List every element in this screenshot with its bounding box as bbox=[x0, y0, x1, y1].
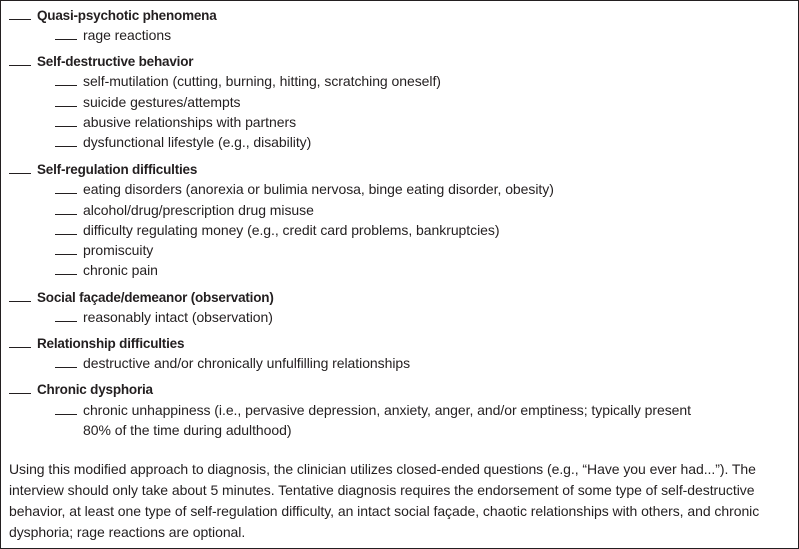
check-blank[interactable] bbox=[55, 234, 77, 235]
heading-text: Self-destructive behavior bbox=[37, 54, 194, 69]
section-heading bbox=[9, 382, 153, 398]
check-blank[interactable] bbox=[55, 214, 77, 215]
check-blank[interactable] bbox=[55, 146, 77, 147]
heading-text: Self-regulation difficulties bbox=[37, 162, 198, 177]
check-blank[interactable] bbox=[9, 19, 31, 20]
checklist-item bbox=[55, 114, 296, 130]
check-blank[interactable] bbox=[55, 106, 77, 107]
section-heading bbox=[9, 8, 217, 24]
checklist-item bbox=[55, 134, 311, 150]
checklist-item bbox=[55, 27, 171, 43]
item-text: rage reactions bbox=[83, 27, 172, 43]
item-text: abusive relationships with partners bbox=[83, 114, 297, 130]
checklist-item bbox=[55, 309, 273, 325]
check-blank[interactable] bbox=[9, 301, 31, 302]
checklist-item bbox=[55, 262, 158, 278]
checklist-item bbox=[55, 402, 691, 418]
check-blank[interactable] bbox=[55, 274, 77, 275]
checklist-item bbox=[55, 242, 153, 258]
item-text: chronic pain bbox=[83, 262, 158, 278]
check-blank[interactable] bbox=[55, 414, 77, 415]
heading-text: Relationship difficulties bbox=[37, 336, 185, 351]
heading-text: Chronic dysphoria bbox=[37, 382, 153, 397]
item-text: 80% of the time during adulthood) bbox=[83, 422, 292, 438]
checklist-item bbox=[55, 94, 241, 110]
item-text: alcohol/drug/prescription drug misuse bbox=[83, 202, 314, 218]
check-blank[interactable] bbox=[55, 85, 77, 86]
item-text: chronic unhappiness (i.e., pervasive depression, anxiety, anger, and/or emptiness; typically present bbox=[83, 402, 691, 418]
check-blank[interactable] bbox=[55, 193, 77, 194]
item-text: promiscuity bbox=[83, 242, 154, 258]
checklist-item bbox=[55, 181, 554, 197]
item-text: suicide gestures/attempts bbox=[83, 94, 241, 110]
check-blank[interactable] bbox=[9, 173, 31, 174]
checklist-item bbox=[55, 222, 499, 238]
check-blank[interactable] bbox=[55, 39, 77, 40]
item-text: self-mutilation (cutting, burning, hitting, scratching oneself) bbox=[83, 73, 441, 89]
heading-text: Social façade/demeanor (observation) bbox=[37, 290, 274, 305]
checklist-item bbox=[55, 355, 410, 371]
check-blank[interactable] bbox=[55, 126, 77, 127]
heading-text: Quasi-psychotic phenomena bbox=[37, 8, 217, 23]
checklist-item bbox=[55, 73, 441, 89]
check-blank[interactable] bbox=[55, 321, 77, 322]
item-text: reasonably intact (observation) bbox=[83, 309, 273, 325]
item-text: destructive and/or chronically unfulfilling relationships bbox=[83, 355, 411, 371]
check-blank[interactable] bbox=[55, 254, 77, 255]
checklist-item-continuation bbox=[83, 422, 292, 438]
item-text: eating disorders (anorexia or bulimia nervosa, binge eating disorder, obesity) bbox=[83, 181, 554, 197]
item-text: dysfunctional lifestyle (e.g., disability) bbox=[83, 134, 312, 150]
check-blank[interactable] bbox=[9, 65, 31, 66]
section-heading bbox=[9, 54, 193, 70]
check-blank[interactable] bbox=[55, 367, 77, 368]
section-heading bbox=[9, 336, 184, 352]
check-blank[interactable] bbox=[9, 393, 31, 394]
checklist-item bbox=[55, 202, 314, 218]
item-text: difficulty regulating money (e.g., credit card problems, bankruptcies) bbox=[83, 222, 500, 238]
diagnosis-note: Using this modified approach to diagnosis, the clinician utilizes closed-ended questions (e.g., “Have you ever had...”). The interview should only take about 5 minutes. Tentative diagnosis requires the endorsement of some type of self-destructive behavior, at least one type of self-regulation difficulty, an intact social façade, chaotic relationships with others, and chronic dysphoria; rage reactions are optional. bbox=[9, 461, 760, 540]
section-heading bbox=[9, 162, 197, 178]
check-blank[interactable] bbox=[9, 347, 31, 348]
section-heading bbox=[9, 290, 274, 306]
